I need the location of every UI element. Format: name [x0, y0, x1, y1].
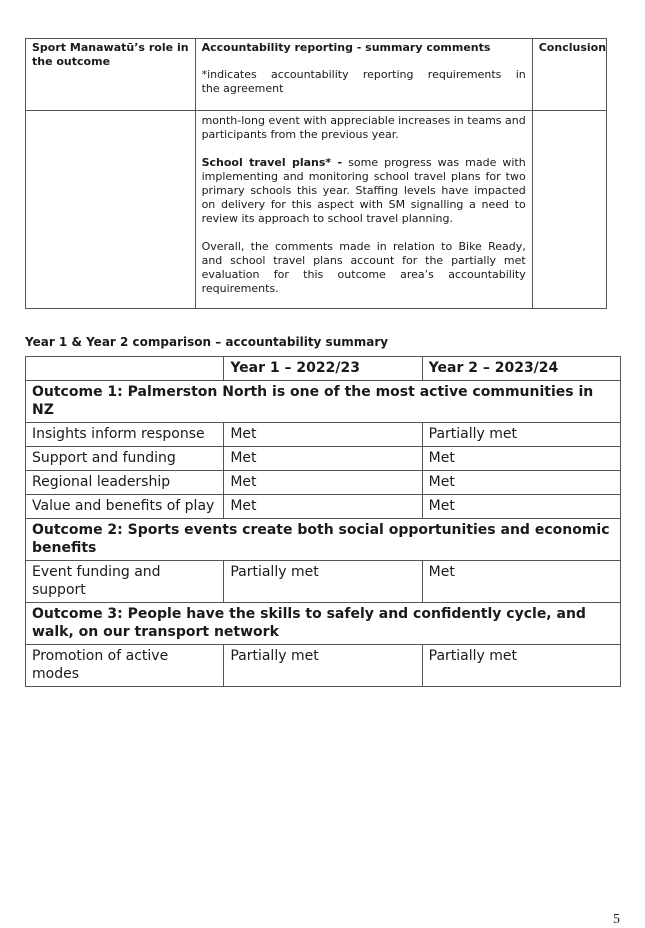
- year1-value: Met: [224, 447, 422, 471]
- year2-value: Partially met: [422, 645, 620, 687]
- comparison-header-row: [26, 357, 621, 381]
- role-header: Sport Manawatū’s role in the outcome: [26, 39, 196, 111]
- table-row: [26, 645, 621, 687]
- year2-value: Met: [422, 471, 620, 495]
- table-row: [26, 471, 621, 495]
- year1-value: Met: [224, 471, 422, 495]
- comments-header-note: *indicates accountability reporting requirements in the agreement: [201, 68, 526, 95]
- year2-value: Met: [422, 561, 620, 603]
- role-table: [25, 38, 607, 309]
- column-header-empty: [26, 357, 224, 381]
- column-header-year2: Year 2 – 2023/24: [422, 357, 620, 381]
- row-label: Support and funding: [26, 447, 224, 471]
- row-label: Event funding and support: [26, 561, 224, 603]
- table-row: [26, 447, 621, 471]
- comments-paragraph-3: Overall, the comments made in relation to Bike Ready, and school travel plans account for the partially met evaluation for this outcome area’s accountability requirements.: [201, 240, 526, 295]
- outcome-row: [26, 381, 621, 423]
- comments-cell: [195, 111, 532, 309]
- outcome-3-title: Outcome 3: People have the skills to safely and confidently cycle, and walk, on our transport network: [26, 603, 621, 645]
- page-number: 5: [613, 912, 620, 927]
- comments-paragraph-2: School travel plans* - some progress was made with implementing and monitoring school travel plans for two primary schools this year. Staffing levels have impacted on delivery for this aspect with SM signalling a need to review its approach to school travel planning.: [201, 156, 526, 225]
- year1-value: Partially met: [224, 645, 422, 687]
- comparison-table: [25, 356, 621, 687]
- row-label: Value and benefits of play: [26, 495, 224, 519]
- conclusion-cell: [532, 111, 606, 309]
- year1-value: Met: [224, 495, 422, 519]
- table-row: [26, 423, 621, 447]
- conclusion-header: Conclusion: [532, 39, 606, 111]
- outcome-2-title: Outcome 2: Sports events create both social opportunities and economic benefits: [26, 519, 621, 561]
- comments-paragraph-1: month-long event with appreciable increases in teams and participants from the previous year.: [201, 114, 526, 141]
- row-label: Regional leadership: [26, 471, 224, 495]
- role-table-header-row: [26, 39, 607, 111]
- table-row: [26, 495, 621, 519]
- year1-value: Met: [224, 423, 422, 447]
- outcome-row: [26, 603, 621, 645]
- comments-header: [195, 39, 532, 111]
- table-row: [26, 561, 621, 603]
- outcome-row: [26, 519, 621, 561]
- row-label: Promotion of active modes: [26, 645, 224, 687]
- year2-value: Met: [422, 447, 620, 471]
- year1-value: Partially met: [224, 561, 422, 603]
- outcome-1-title: Outcome 1: Palmerston North is one of the most active communities in NZ: [26, 381, 621, 423]
- role-cell: [26, 111, 196, 309]
- role-table-row: [26, 111, 607, 309]
- row-label: Insights inform response: [26, 423, 224, 447]
- comparison-heading: Year 1 & Year 2 comparison – accountability summary: [25, 335, 389, 349]
- school-travel-plans-lead: School travel plans* -: [201, 156, 343, 169]
- year2-value: Met: [422, 495, 620, 519]
- comments-header-title: Accountability reporting - summary comments: [201, 41, 491, 54]
- year2-value: Partially met: [422, 423, 620, 447]
- column-header-year1: Year 1 – 2022/23: [224, 357, 422, 381]
